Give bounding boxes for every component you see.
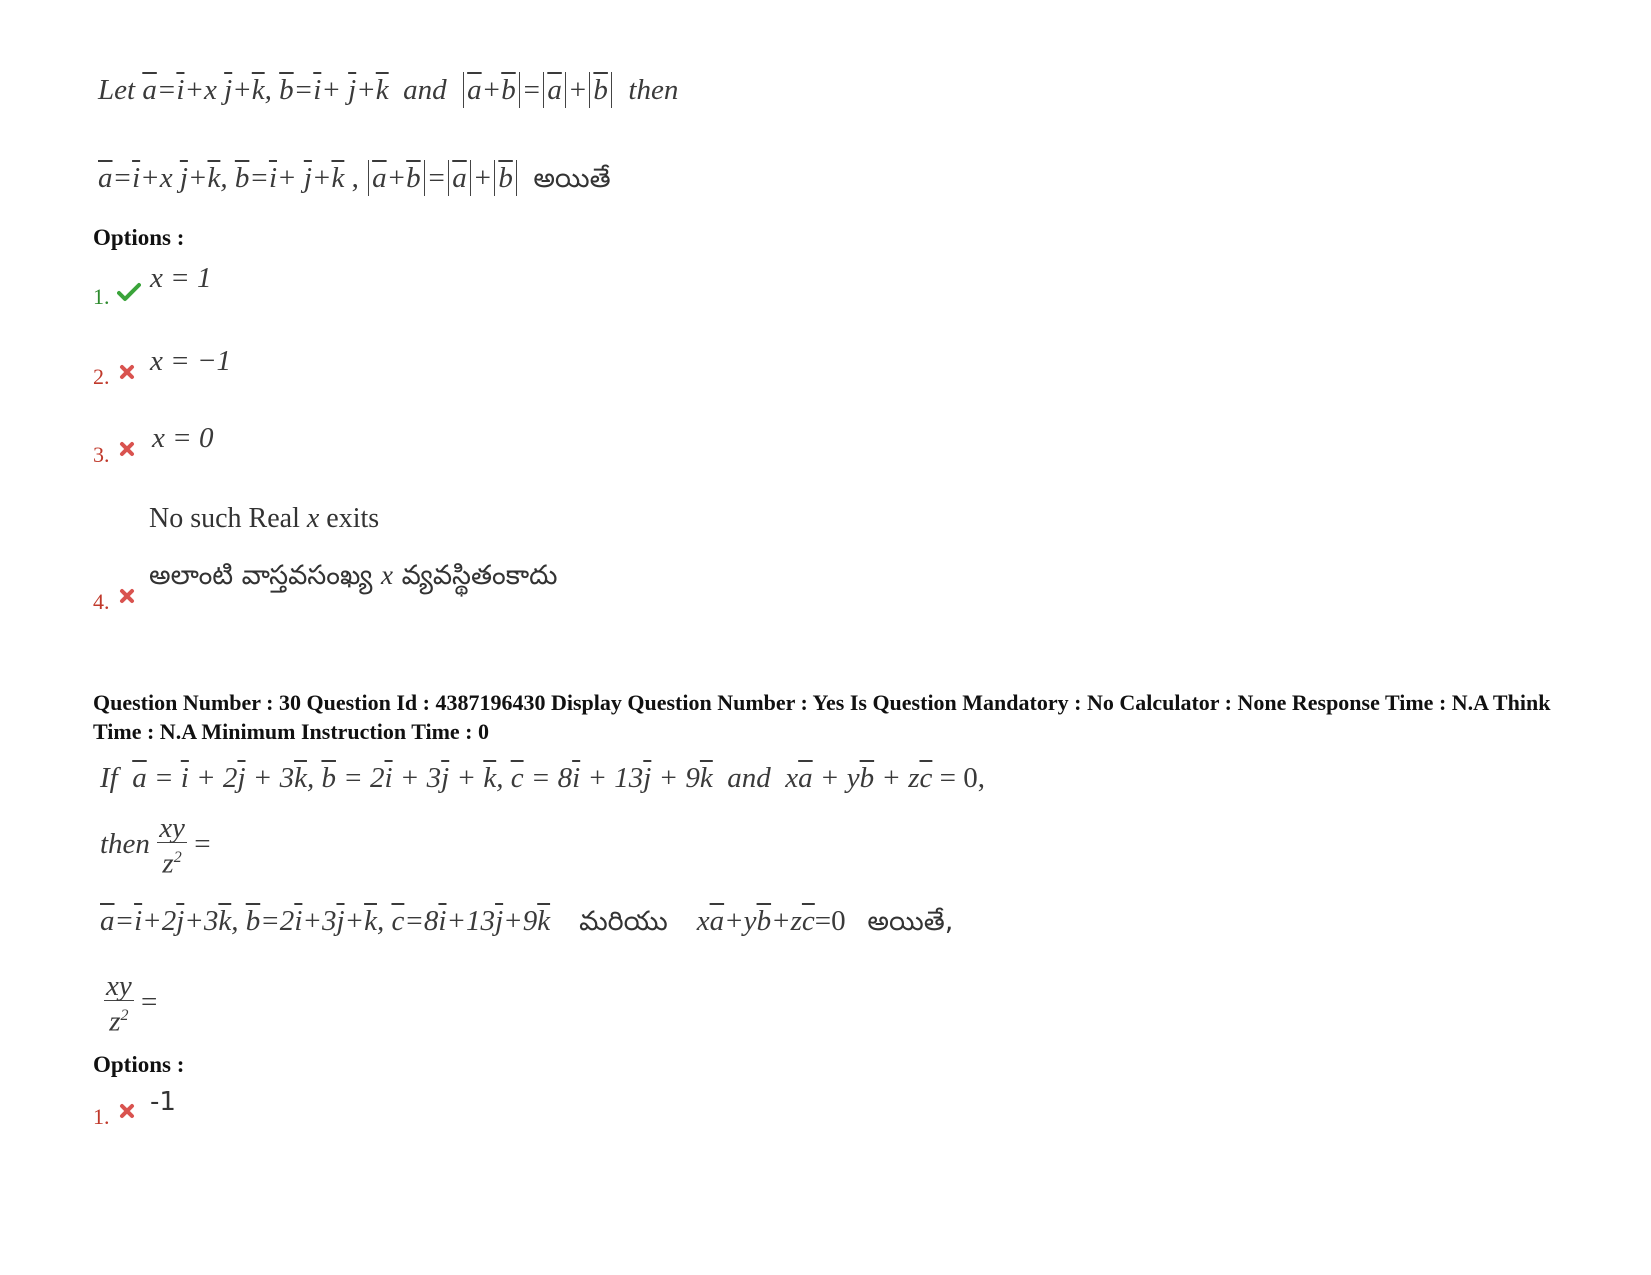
cross-icon [119,364,135,385]
q29-option-1-number: 1. [93,284,110,309]
q29-option-3-number: 3. [93,442,110,467]
q29-option-1-text: x = 1 [150,262,212,294]
cross-icon [119,588,135,609]
q29-option-2-text: x = −1 [150,345,232,377]
q30-stem-english-line2: then $\frac{xy}{z^2}$ = [100,812,211,880]
q30-stem-telugu-line1: $\overline{a}=\overline{i}+2\overline{j}+3\overline{k}$, $\overline{b}=2\overline{i}+3\overline{j}+\overline{k}$, $\overline{c}=8\overline{i}+13\overline{j}+9\overline{k}$ మరియు $x\overline{a}+y\overline{b}+z\overline{c}=0$ అయితే, [100,905,954,937]
q29-option-4-text-english: No such Real x exits [149,503,380,534]
q30-meta: Question Number : 30 Question Id : 4387196430 Display Question Number : Yes Is Question Mandatory : No Calculator : None Response Time : N.A Think Time : N.A Minimum Instruction Time : 0 [93,690,1551,744]
q29-stem-telugu: $\overline{a}=\overline{i}+x$ $\overline{j}+\overline{k}$, $\overline{b}=\overline{i}+ \overline{j}+\overline{k}$ , $\overline{a}+\overline{b} = \overline{a} + \overline{b}$ అయితే [98,162,611,194]
q29-options-heading: Options : [93,225,185,250]
q30-stem-telugu-line2: $\frac{xy}{z^2}$ = [106,970,158,1038]
q29-option-3-text: x = 0 [152,422,214,454]
check-icon [117,282,141,307]
q29-option-2-number: 2. [93,364,110,389]
q30-option-1-number: 1. [93,1104,110,1129]
q29-option-4-number: 4. [93,589,110,614]
q29-option-4-text-telugu: అలాంటి వాస్తవసంఖ్య x వ్యవస్థితంకాదు [149,560,558,591]
q30-option-1-text: -1 [150,1087,176,1117]
q29-stem-english: Let $\overline{a}=\overline{i}+x$ $\overline{j}+\overline{k}$, $\overline{b}=\overline{i}+ \overline{j}+\overline{k}$ and $\overline{a}+\overline{b} = \overline{a} + \overline{b}$ then [98,74,679,106]
q30-stem-english-line1: If $\overline{a} = \overline{i} + 2\overline{j} + 3\overline{k}$, $\overline{b} = 2\overline{i} + 3\overline{j} + \overline{k}$, $\overline{c} = 8\overline{i} + 13\overline{j} + 9\overline{k}$ and $x\overline{a} + y\overline{b} + z\overline{c} = 0$, [100,762,985,794]
cross-icon [119,1103,135,1124]
cross-icon [119,441,135,462]
q30-options-heading: Options : [93,1052,185,1077]
